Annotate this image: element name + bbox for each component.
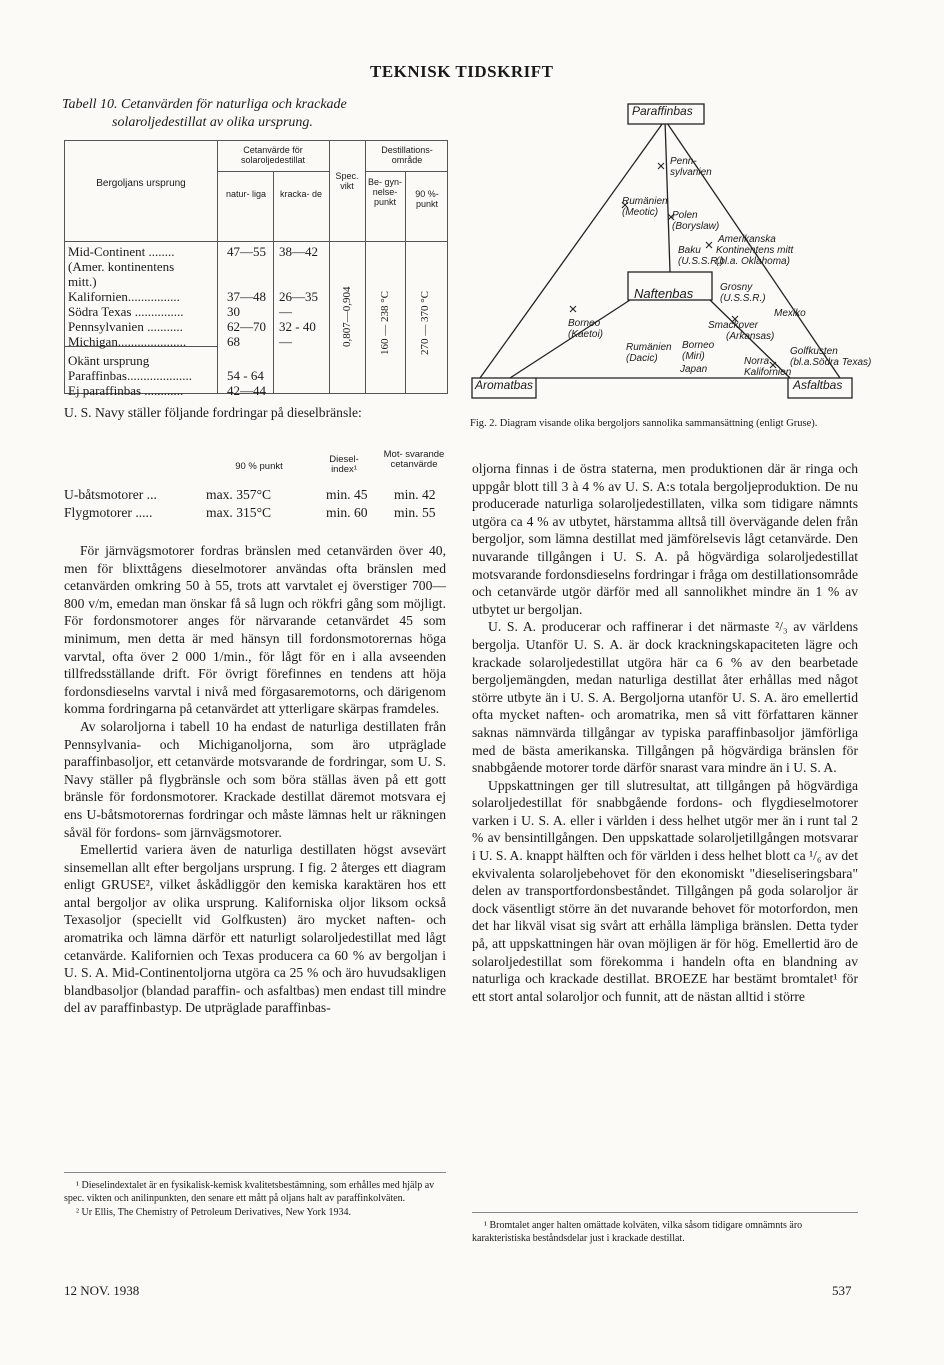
table-row: Kalifornien................ — [68, 289, 180, 304]
table-row: Paraffinbas.................... — [68, 368, 192, 383]
table-10 — [64, 140, 448, 398]
label-rumanien-meotic: Rumänien (Meotic) — [622, 196, 668, 218]
label-borneo-miri: Borneo (Miri) — [682, 340, 715, 362]
label-penn: Penn- sylvanien — [670, 156, 712, 178]
row-label: Flygmotorer ..... — [64, 505, 153, 520]
right-footnote: ¹ Bromtalet anger halten omättade kolväten, vilka såsom tidigare omnämnts äro karakteristiska beståndsdelar just i krackade destillat. — [472, 1220, 803, 1244]
label-golfkusten: Golfkusten (bl.a.Södra Texas) — [790, 346, 872, 368]
table-row — [64, 486, 454, 504]
table-row: mitt.) — [68, 274, 97, 289]
cell: 38—42 — [279, 244, 318, 259]
begin-range: 160 — 238 °C — [379, 291, 391, 355]
cell: 68 — [227, 334, 240, 349]
label-asfaltbas: Asfaltbas — [793, 378, 843, 392]
paragraph: Emellertid variera även de naturliga destillaten högst avsevärt sinsemellan allt efter bergoljans ursprung. I fig. 2 återges ett diagram enligt GRUSE², vilket åskådliggör den kemiska karaktären hos ett antal bergoljor av olika ursprung. Kaliforniska oljor liksom också Texasoljor (speciellt vid Golfkusten) äro mycket naften- och aromatrika och lämna därför ett naturligt solaroljedestillat med lågt cetanvärde. Kalifornien och Texas producera ca 60 % av bergoljan i U. S. A. Mid-Continentoljorna utgöra ca 25 % och äro huvudsakligen blandbasoljor (blandad paraffin- och asfaltbas) men endast till mindre del av paraffinbastyp. De utpräglade paraffinbas- — [64, 842, 446, 1016]
cell: 62—70 — [227, 319, 266, 334]
footnote: ² Ur Ellis, The Chemistry of Petroleum Derivatives, New York 1934. — [76, 1207, 352, 1218]
row-label: U-båtsmotorer ... — [64, 487, 157, 502]
cell: 32 - 40 — [279, 319, 316, 334]
page-number: 537 — [832, 1283, 852, 1298]
col-90: 90 %- punkt — [415, 189, 439, 209]
label-polen: Polen (Boryslaw) — [672, 210, 720, 232]
natural-values — [227, 244, 271, 398]
right-body-text — [472, 460, 858, 1005]
col-origin: Bergoljans ursprung — [96, 178, 186, 189]
row-names — [68, 244, 216, 398]
table-row: Mid-Continent ........ — [68, 244, 175, 259]
col-cracked: kracka- de — [279, 189, 323, 199]
paragraph: oljorna finnas i de östra staterna, men produktionen där är ringa och uppgår blott till 3 à 4 % av U. S. A:s totala bergoljeproduktion. De nu producerade naturliga solaroljedestillaten, vilka som tidigare nämnts utgöra ca 4 % av utbytet, härstamma alltså till övervägande delen från bergoljor, som lämna destillat med jämförelsevis lågt cetanvärde. Den nuvarande tillgången i U. S. A. på högvärdiga solaroljedestillat motsvarande fordonsdieselns fordringar i fråga om destillationsområde och cetanvärde utgör därför med all sannolikhet mindre än 1 % av utbytet ur bergoljan. — [472, 461, 858, 617]
cell: — — [279, 334, 292, 349]
label-baku: Baku (U.S.S.R.) — [678, 245, 724, 267]
cracked-values — [279, 244, 327, 349]
cell: 42—44 — [227, 383, 266, 398]
cell: 30 — [227, 304, 240, 319]
label-mexiko: Mexiko — [774, 308, 806, 319]
table-row: (Amer. kontinentens — [68, 259, 175, 274]
row-p90: max. 357°C — [206, 487, 272, 502]
figure-caption: Fig. 2. Diagram visande olika bergoljors sannolika sammansättning (enligt Gruse). — [470, 418, 818, 429]
label-paraffinbas: Paraffinbas — [632, 104, 693, 118]
label-amerikanska: Amerikanska — [718, 234, 776, 245]
row-index: min. 45 — [326, 487, 368, 502]
footnote-divider — [64, 1172, 446, 1173]
paragraph: Av solaroljorna i tabell 10 ha endast de naturliga destillaten från Pennsylvania- och Michiganoljorna, som äro utpräglade paraffinbasoljor, ett cetanvärde motsvarande de fordringar, som U. S. Navy ställer på flygbränsle och som böra ställas även på ett gott bränsle för fordonsmotorer. Krackade destillat däremot motsvara ej ens U-båtsmotorernas fordringar och måste lämnas helt ur räkningen såväl för fordons- som järnvägsmotorer. — [64, 718, 446, 840]
col-dist-group: Destillations- område — [381, 145, 433, 165]
row-p90: max. 315°C — [206, 505, 272, 520]
paragraph: U. S. A. producerar och raffinerar i det närmaste ²/₃ av världens bergolja. Utanför U. S. A. är dock krackningskapaciteten lägre och krackade solaroljedestillat utgöra här ca 6 % av den bearbetade bergoljemängden, medan naturliga destillat åter erhållas med något större utbyte än i U. S. A. Bergoljorna utanför U. S. A. äro emellertid ofta mycket naften- och aromatrika, men så vitt författaren känner saknas nämnvärda tillgångar av typiska paraffinbasoljor jämförliga med de bästa amerikanska. Tillgången på högvärdiga bränslen för snabbgående motorer torde därför snarast vara mindre än i U. S. A. — [472, 619, 858, 776]
row-cetane: min. 55 — [394, 505, 436, 520]
footnote-divider — [472, 1212, 858, 1213]
label-norra-kalifornien: Norra Kalifornien — [744, 356, 792, 378]
cell: 47—55 — [227, 244, 266, 259]
table-row: Okänt ursprung — [68, 353, 150, 368]
cell: 26—35 — [279, 289, 318, 304]
table-row: Pennsylvanien ........... — [68, 319, 183, 334]
row-index: min. 60 — [326, 505, 368, 520]
left-footnotes — [64, 1180, 446, 1222]
navy-h-cet: Mot- svarande cetanvärde — [383, 449, 445, 470]
cell: 54 - 64 — [227, 368, 264, 383]
col-spec: Spec. vikt — [335, 171, 359, 191]
label-japan: Japan — [680, 364, 708, 375]
caption-line-1: Tabell 10. Cetanvärden för naturliga och krackade — [62, 97, 347, 112]
col-natural: natur- liga — [225, 189, 267, 199]
label-smackover: Smackover (Arkansas) — [708, 320, 775, 342]
table-caption — [62, 96, 462, 132]
navy-h-90: 90 % punkt — [235, 461, 283, 472]
left-body-text — [64, 542, 446, 1017]
caption-line-2: solaroljedestillat av olika ursprung. — [112, 115, 313, 130]
cell: — — [279, 304, 292, 319]
table-row: Södra Texas ............... — [68, 304, 184, 319]
navy-rows — [64, 486, 454, 522]
navy-intro: U. S. Navy ställer följande fordringar på dieselbränsle: — [64, 405, 362, 420]
footnote: ¹ Dieselindextalet är en fysikalisk-kemisk kvalitetsbestämning, som erhålles med hjälp av spec. vikten och anilinpunkten, den senare ett mått på oljans halt av paraffinkolväten. — [64, 1180, 435, 1204]
label-borneo-kaetoi: Borneo (Kaetoi) — [568, 318, 604, 340]
p90-range: 270 — 370 °C — [419, 291, 431, 355]
table-row: Michigan..................... — [68, 334, 187, 349]
col-begin: Be- gyn- nelse- punkt — [367, 177, 402, 207]
table-row — [64, 504, 454, 522]
label-aromatbas: Aromatbas — [475, 378, 534, 392]
cell: 37—48 — [227, 289, 266, 304]
table-row: Ej paraffinbas ............ — [68, 383, 184, 398]
paragraph: För järnvägsmotorer fordras bränslen med cetanvärden över 40, men för blixttågens dieselmotorer användas ofta bränslen med cetanvärden omkring 50 à 55, trots att varvtalet ej överstiger 700—800 v/m, emedan man önskar få så lugn och rökfri gång som möjligt. För fordonsmotorer anges för närvarande cetanvärdet 45 som minimum, men detta är med hänsyn till fordonsmotorernas höga varvtal, ofta över 2 000 1/min., för lågt för en i alla avseenden tillfredsställande drift. För övrigt förefinnes en tendens att höja fordonsdieselns varvtal i nivå med förgasaremotorns, och därigenom komma fordringarna på cetanvärdet att ytterligare skärpas framdeles. — [64, 543, 446, 717]
journal-title: TEKNISK TIDSKRIFT — [370, 62, 554, 81]
label-grosny: Grosny (U.S.S.R.) — [720, 282, 766, 304]
footer-date: 12 NOV. 1938 — [64, 1283, 140, 1298]
label-naftenbas: Naftenbas — [634, 286, 694, 301]
navy-h-index: Diesel- index¹ — [329, 454, 359, 475]
row-cetane: min. 42 — [394, 487, 436, 502]
spec-range: 0,807—0,904 — [341, 286, 353, 347]
label-kontinentens: Kontinentens mitt (bl.a. Oklahoma) — [716, 245, 794, 267]
paragraph: Uppskattningen ger till slutresultat, att tillgången på högvärdiga solaroljedestillat för snabbgående fordons- och flygdieselmotorer varken i U. S. A. eller i världen i dess helhet utgör mer än i runt tal 2 % av bensintillgången. Den uppskattade solaroljetillgången motsvarar i U. S. A. knappt hälften och för världen i dess helhet blott ca ¹/₆ av det ekvivalenta solaroljebehovet för den ekonomiskt "dieseliseringsbara" delen av transportfordonsbeståndet. Tillgången på goda solaroljor är dock väsentligt större än det nuvarande behovet för motorfordon, men det har likväl visat sig svårt att erhålla lämpliga bränslen. Detta tyder på, att uppskattningen här ovan möjligen är för hög. Emellertid äro de solaroljedestillat som förekomma i handeln ofta en blandning av naturliga och krackade destillat. BROEZE har bestämt bromtalet¹ för ett stort antal solaroljor och funnit, att de nästan alltid i större — [472, 777, 858, 1004]
col-cetane-group: Cetanvärde för solaroljedestillat — [240, 145, 306, 165]
label-rumanien-dacic: Rumänien (Dacic) — [626, 342, 672, 364]
